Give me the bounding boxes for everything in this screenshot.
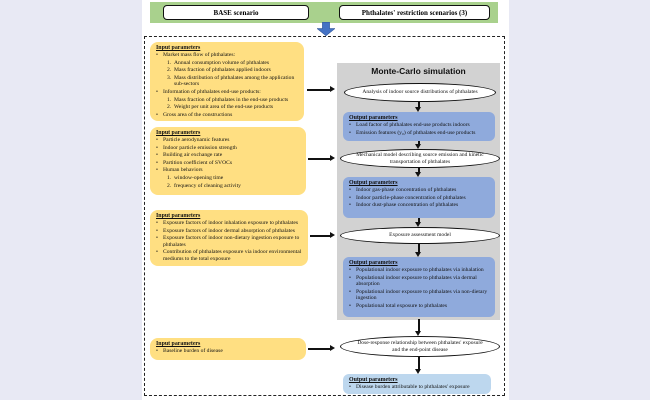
output-parameters-title: Output parameters <box>349 115 398 121</box>
bullet-marker: • <box>349 274 351 281</box>
list-item <box>349 289 490 302</box>
output-parameters-title: Output parameters <box>349 260 398 266</box>
arrow-right-icon <box>307 86 335 94</box>
list-item <box>167 97 299 104</box>
list-item <box>167 175 301 182</box>
item-text: Particle aerodynamic features <box>163 137 230 143</box>
model-ellipse-exposure-assessment <box>340 227 500 244</box>
list-item <box>349 303 490 310</box>
item-text: Contribution of phthalates exposure via indoor environmental mediums to the total exposure <box>163 249 302 262</box>
input-parameters-title: Input parameters <box>156 341 201 347</box>
output-parameters-title: Output parameters <box>349 180 398 186</box>
item-text: Weight per unit area of the end-use products <box>174 104 274 111</box>
item-text: Information of phthalates end-use products: <box>163 88 261 95</box>
input-box-market-flow <box>150 42 304 121</box>
bullet-marker: 1. <box>167 174 172 181</box>
restriction-scenarios-label: Phthalates' restriction scenarios (3) <box>361 8 468 17</box>
bullet-marker: • <box>349 202 351 209</box>
bullet-marker: • <box>156 220 158 226</box>
arrow-down-icon <box>415 168 423 177</box>
item-text: Mass fraction of phthalates applied indoors <box>174 67 271 74</box>
bullet-marker: • <box>156 235 158 242</box>
output-box-source <box>343 112 495 141</box>
arrow-down-icon <box>415 244 423 257</box>
bullet-marker: • <box>349 267 351 273</box>
bullet-marker: 2. <box>167 182 172 189</box>
arrow-down-icon <box>415 357 423 374</box>
item-text: Populational indoor exposure to phthalates via dermal absorption <box>356 274 477 288</box>
bullet-marker: 2. <box>167 67 172 74</box>
output-box-exposures <box>343 257 495 317</box>
output-list <box>349 187 490 209</box>
list-item <box>156 52 299 59</box>
item-text: Indoor particle emission strength <box>163 144 237 151</box>
base-scenario-box <box>163 5 309 20</box>
down-arrow-icon <box>317 22 335 36</box>
model-label: Dose-response relationship between phthalates' exposure and the end-point disease <box>357 339 483 353</box>
list-item <box>167 104 299 111</box>
list-item <box>167 67 299 74</box>
list-item <box>349 187 490 194</box>
input-parameters-title: Input parameters <box>156 130 201 136</box>
bullet-marker: • <box>156 159 158 166</box>
item-text: frequency of cleaning activity <box>174 182 241 189</box>
item-text: Populational indoor exposure to phthalates via non-dietary ingestion <box>356 288 488 302</box>
output-box-disease-burden <box>343 374 491 394</box>
output-list <box>349 267 490 310</box>
list-item <box>349 275 490 288</box>
bullet-marker: • <box>156 111 158 118</box>
bullet-marker: • <box>156 88 158 95</box>
list-item <box>156 249 303 262</box>
output-list <box>349 122 490 136</box>
model-label: Analysis of indoor source distributions of phthalates <box>362 89 478 96</box>
item-text: Building air exchange rate <box>163 152 223 159</box>
item-text: window-opening time <box>174 174 224 181</box>
base-scenario-label: BASE scenario <box>213 8 259 17</box>
item-text: Indoor particle-phase concentration of phthalates <box>356 194 466 201</box>
list-item <box>156 167 301 174</box>
list-item <box>349 195 490 202</box>
item-text: Baseline burden of disease <box>163 348 223 354</box>
item-text: Market mass flow of phthalates: <box>163 52 236 58</box>
bullet-marker: 1. <box>167 96 172 103</box>
bullet-marker: • <box>156 227 158 234</box>
input-parameters-title: Input parameters <box>156 45 201 51</box>
arrow-right-icon <box>308 345 335 353</box>
arrow-right-icon <box>308 155 335 163</box>
input-list <box>156 220 303 263</box>
bullet-marker: • <box>156 144 158 151</box>
bullet-marker: 1. <box>167 59 172 66</box>
restriction-scenarios-box <box>339 5 490 20</box>
list-item <box>156 348 301 355</box>
bullet-marker: • <box>156 152 158 159</box>
bullet-marker: • <box>156 52 158 58</box>
bullet-marker: • <box>349 288 351 295</box>
input-list <box>156 137 301 189</box>
item-text: Mass fraction of phthalates in the end-use products <box>174 96 289 103</box>
item-text: Mass distribution of phthalates among the application sub-sectors <box>174 74 295 88</box>
arrow-down-icon <box>415 218 423 227</box>
item-text: Populational indoor exposure to phthalates via inhalation <box>356 267 484 273</box>
item-text: Indoor dust-phase concentration of phthalates <box>356 202 459 209</box>
output-box-concentrations <box>343 177 495 218</box>
bullet-marker: • <box>349 384 351 390</box>
item-text: Exposure factors of indoor non-dietary ingestion exposure to phthalates <box>163 235 300 248</box>
monte-carlo-title: Monte-Carlo simulation <box>371 66 466 76</box>
list-item <box>349 384 486 391</box>
output-parameters-title: Output parameters <box>349 377 398 383</box>
bullet-marker: • <box>156 348 158 354</box>
item-text: Gross area of the constructions <box>163 111 233 118</box>
input-list <box>156 52 299 118</box>
list-item <box>156 160 301 167</box>
bullet-marker: • <box>349 302 351 309</box>
item-text: Disease burden attributable to phthalates' exposure <box>356 384 470 390</box>
output-list <box>349 384 486 391</box>
list-item <box>156 137 301 144</box>
item-text: Partition coefficient of SVOCs <box>163 159 233 166</box>
bullet-marker: • <box>349 129 351 136</box>
model-ellipse-source-analysis <box>344 83 496 102</box>
bullet-marker: 2. <box>167 104 172 111</box>
bullet-marker: • <box>156 137 158 143</box>
list-item <box>167 60 299 67</box>
arrow-down-icon <box>415 102 423 112</box>
list-item <box>156 145 301 152</box>
arrow-down-icon <box>415 319 423 336</box>
item-text: Indoor gas-phase concentration of phthalates <box>356 187 457 193</box>
item-text: Populational total exposure to phthalates <box>356 302 448 309</box>
item-text: Annual consumption volume of phthalates <box>174 59 270 66</box>
list-item <box>349 267 490 274</box>
list-item <box>156 220 303 227</box>
input-box-building <box>150 127 306 195</box>
bullet-marker: • <box>349 122 351 128</box>
bullet-marker: • <box>349 187 351 193</box>
list-item <box>156 235 303 248</box>
list-item <box>167 75 299 88</box>
list-item <box>156 112 299 119</box>
bullet-marker: • <box>349 194 351 201</box>
input-parameters-title: Input parameters <box>156 213 201 219</box>
list-item <box>156 89 299 96</box>
list-item <box>349 130 490 137</box>
input-box-exposure-factors <box>150 210 308 266</box>
model-ellipse-dose-response <box>340 336 500 357</box>
item-text: Human behaviors <box>163 167 203 174</box>
item-text: Emission features (y₀) of phthalates end-use products <box>356 129 476 136</box>
model-ellipse-mechanical-model <box>340 149 500 168</box>
arrow-down-icon <box>415 141 423 149</box>
list-item <box>156 152 301 159</box>
bullet-marker: • <box>156 249 158 256</box>
list-item <box>349 202 490 209</box>
arrow-right-icon <box>310 232 335 240</box>
item-text: Exposure factors of indoor inhalation exposure to phthalates <box>163 220 298 226</box>
bullet-marker: 3. <box>167 74 172 81</box>
list-item <box>349 122 490 129</box>
list-item <box>167 183 301 190</box>
model-label: Exposure assessment model <box>389 232 451 239</box>
input-box-disease-burden <box>150 338 306 360</box>
bullet-marker: • <box>156 167 158 174</box>
list-item <box>156 228 303 235</box>
input-list <box>156 348 301 355</box>
item-text: Exposure factors of indoor dermal absorption of phthalates <box>163 227 295 234</box>
model-label: Mechanical model describing source emission and kinetic transportation of phthalates <box>356 151 484 165</box>
item-text: Load factor of phthalates end-use products indoors <box>356 122 470 128</box>
